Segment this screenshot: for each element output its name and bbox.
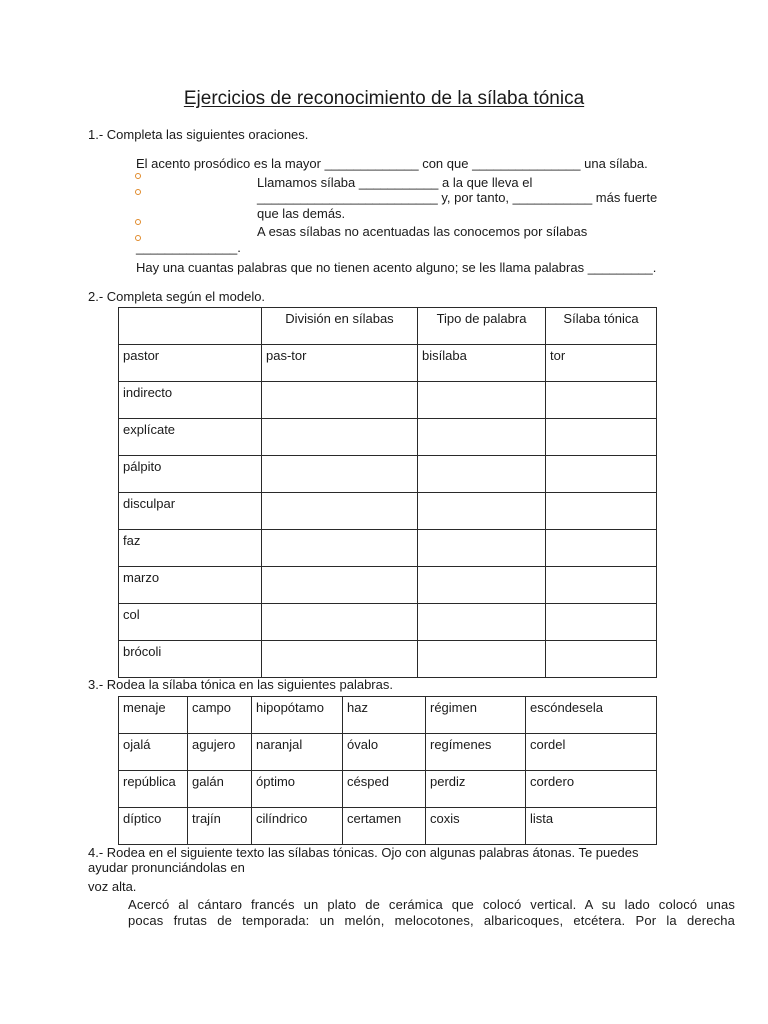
table-cell: disculpar (119, 493, 262, 530)
table-cell (418, 641, 546, 678)
exercise-1-line: que las demás. (257, 206, 346, 221)
exercise-1-heading: 1.- Completa las siguientes oraciones. (88, 127, 309, 142)
table-cell (418, 493, 546, 530)
table-cell (418, 382, 546, 419)
table-cell: col (119, 604, 262, 641)
table-cell (262, 641, 418, 678)
table-cell (262, 530, 418, 567)
exercise-1-line: Llamamos sílaba ___________ a la que lleva el (257, 175, 533, 190)
table-cell (418, 567, 546, 604)
bullet-icon (135, 173, 141, 179)
table-row (119, 382, 657, 419)
word-cell: ojalá (119, 734, 188, 771)
table-cell: tor (546, 345, 657, 382)
word-cell: campo (188, 697, 252, 734)
exercise-4-heading: ayudar pronunciándolas en (88, 860, 245, 875)
word-grid (118, 696, 657, 845)
table-cell (418, 604, 546, 641)
column-header: División en sílabas (262, 308, 418, 345)
table-cell (546, 456, 657, 493)
table-cell (418, 456, 546, 493)
word-cell: trajín (188, 808, 252, 845)
table-cell (546, 641, 657, 678)
word-cell: cilíndrico (252, 808, 343, 845)
syllable-table (118, 307, 657, 678)
table-cell (546, 604, 657, 641)
exercise-4-paragraph-line: pocas frutas de temporada: un melón, melocotones, albaricoques, etcétera. Por la derecha (128, 913, 735, 928)
table-cell: brócoli (119, 641, 262, 678)
table-cell: pastor (119, 345, 262, 382)
word-cell: perdiz (426, 771, 526, 808)
table-cell: indirecto (119, 382, 262, 419)
table-cell (546, 567, 657, 604)
table-cell (546, 382, 657, 419)
column-header (119, 308, 262, 345)
table-cell: pálpito (119, 456, 262, 493)
exercise-1-line: A esas sílabas no acentuadas las conocemos por sílabas (257, 224, 588, 239)
column-header: Tipo de palabra (418, 308, 546, 345)
table-cell (262, 567, 418, 604)
table-cell (418, 530, 546, 567)
bullet-icon (135, 189, 141, 195)
exercise-3-heading: 3.- Rodea la sílaba tónica en las siguientes palabras. (88, 677, 393, 692)
exercise-4-paragraph-line: Acercó al cántaro francés un plato de cerámica que colocó vertical. A su lado colocó unas (128, 897, 735, 912)
word-cell: hipopótamo (252, 697, 343, 734)
word-cell: escóndesela (526, 697, 657, 734)
table-row (119, 530, 657, 567)
table-row (119, 641, 657, 678)
column-header: Sílaba tónica (546, 308, 657, 345)
word-cell: coxis (426, 808, 526, 845)
word-cell: certamen (343, 808, 426, 845)
word-cell: regímenes (426, 734, 526, 771)
word-cell: agujero (188, 734, 252, 771)
table-cell (262, 493, 418, 530)
word-cell: menaje (119, 697, 188, 734)
table-cell: marzo (119, 567, 262, 604)
word-cell: república (119, 771, 188, 808)
table-cell (546, 419, 657, 456)
table-row (119, 493, 657, 530)
exercise-1-line: ______________. (136, 240, 241, 255)
table-header-row (119, 308, 657, 345)
word-cell: régimen (426, 697, 526, 734)
exercise-1-line: El acento prosódico es la mayor _____________ con que _______________ una sílaba. (136, 156, 648, 171)
exercise-1-line: Hay una cuantas palabras que no tienen acento alguno; se les llama palabras _________. (136, 260, 657, 275)
table-cell (418, 419, 546, 456)
table-row (119, 419, 657, 456)
word-cell: lista (526, 808, 657, 845)
word-cell: naranjal (252, 734, 343, 771)
table-cell: faz (119, 530, 262, 567)
table-cell (262, 456, 418, 493)
word-cell: díptico (119, 808, 188, 845)
table-cell (546, 530, 657, 567)
exercise-4-heading: 4.- Rodea en el siguiente texto las sílabas tónicas. Ojo con algunas palabras átonas. Te puedes (88, 845, 639, 860)
table-cell: explícate (119, 419, 262, 456)
table-row (119, 567, 657, 604)
table-cell: bisílaba (418, 345, 546, 382)
table-row (119, 345, 657, 382)
table-cell (262, 604, 418, 641)
word-cell: galán (188, 771, 252, 808)
exercise-4-heading: voz alta. (88, 879, 137, 894)
table-row (119, 604, 657, 641)
page-title: Ejercicios de reconocimiento de la sílaba tónica (183, 88, 585, 109)
exercise-1-line: _________________________ y, por tanto, ___________ más fuerte (257, 190, 658, 205)
table-cell (262, 419, 418, 456)
table-cell: pas-tor (262, 345, 418, 382)
table-cell (546, 493, 657, 530)
table-row (119, 808, 657, 845)
table-row (119, 456, 657, 493)
table-row (119, 771, 657, 808)
table-row (119, 697, 657, 734)
table-cell (262, 382, 418, 419)
table-row (119, 734, 657, 771)
word-cell: cordel (526, 734, 657, 771)
word-cell: cordero (526, 771, 657, 808)
word-cell: haz (343, 697, 426, 734)
word-cell: óvalo (343, 734, 426, 771)
exercise-2-heading: 2.- Completa según el modelo. (88, 289, 266, 304)
word-cell: césped (343, 771, 426, 808)
bullet-icon (135, 219, 141, 225)
word-cell: óptimo (252, 771, 343, 808)
